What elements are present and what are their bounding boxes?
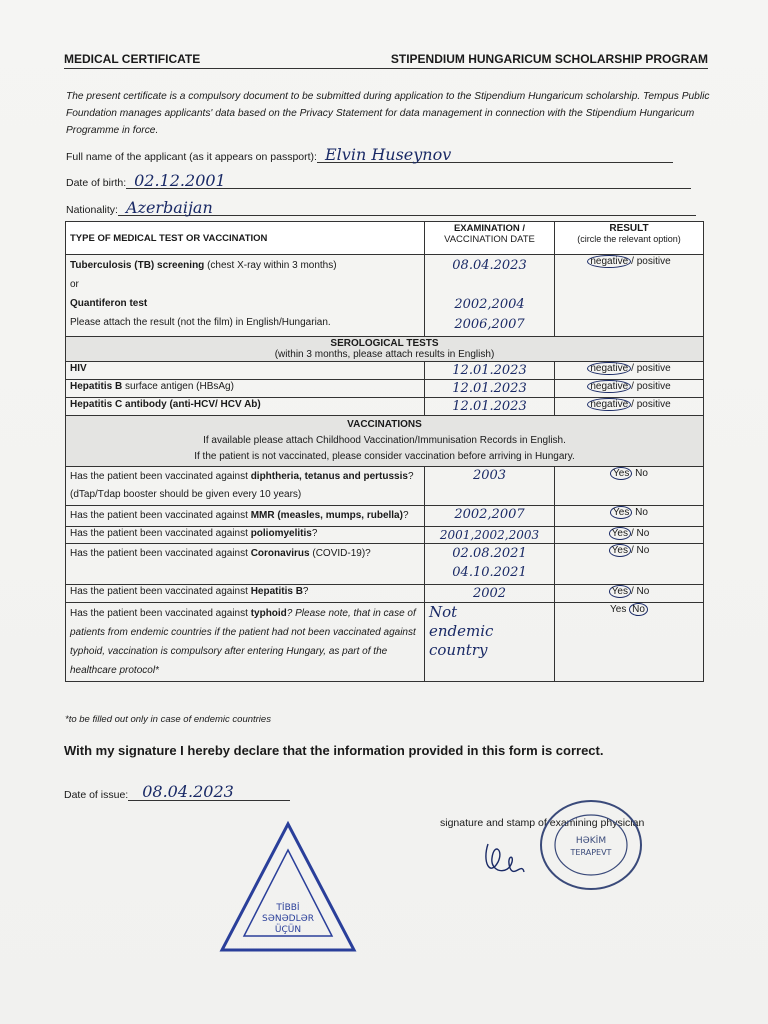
signature-scribble: [480, 832, 540, 882]
name-field: [66, 146, 673, 163]
issue-field: [64, 782, 290, 801]
serological-header: SEROLOGICAL TESTS (within 3 months, please attach results in English): [66, 337, 704, 362]
intro-text: The present certificate is a compulsory document to be submitted during application to the Stipendium Hungaricum scholarship. Tempus Public Foundation manages applicants' data based on the Privacy Statement for data management in connection with the Stipendium Hungaricum Programme in force.: [66, 91, 710, 136]
exam-header: EXAMINATION / VACCINATION DATE: [425, 222, 555, 255]
tb-date-cell: [425, 255, 555, 337]
tb-cell: Tuberculosis (TB) screening (chest X-ray within 3 months) or Quantiferon test Please attach the result (not the film) in English/Hungarian.: [66, 255, 425, 337]
qf-date-2: 2006,2007: [454, 317, 525, 332]
issue-label: Date of issue:: [64, 789, 129, 801]
tb-date: 08.04.2023: [452, 258, 527, 273]
clinic-stamp: [218, 820, 358, 955]
nationality-field: [66, 199, 696, 216]
table-row: HIV 12.01.2023 negative / positive: [66, 362, 704, 380]
table-row: Has the patient been vaccinated against poliomyelitis? 2001,2002,2003 Yes / No: [66, 527, 704, 544]
dob-field: [66, 172, 691, 189]
result-header: RESULT (circle the relevant option): [555, 222, 704, 255]
table-row: Hepatitis C antibody (anti-HCV/ HCV Ab) 12.01.2023 negative / positive: [66, 398, 704, 416]
svg-text:SƏNƏDLƏR: SƏNƏDLƏR: [262, 914, 314, 924]
nationality-label: Nationality:: [66, 204, 118, 216]
qf-date-1: 2002,2004: [454, 297, 525, 312]
table-row: Has the patient been vaccinated against diphtheria, tetanus and pertussis? (dTap/Tdap booster should be given every 10 years) 2003 Yes No: [66, 467, 704, 506]
table-row: Hepatitis B surface antigen (HBsAg) 12.01.2023 negative / positive: [66, 380, 704, 398]
signature-label: signature and stamp of examining physician: [440, 817, 645, 829]
table-row: Has the patient been vaccinated against MMR (measles, mumps, rubella)? 2002,2007 Yes No: [66, 506, 704, 527]
footnote: *to be filled out only in case of endemic countries: [65, 714, 271, 725]
nationality-value: Azerbaijan: [125, 198, 213, 217]
program-title: STIPENDIUM HUNGARICUM SCHOLARSHIP PROGRAM: [390, 52, 708, 66]
name-label: Full name of the applicant (as it appears on passport):: [66, 151, 317, 163]
header: [64, 52, 708, 69]
svg-text:HƏKİM: HƏKİM: [575, 836, 607, 846]
table-row: Has the patient been vaccinated against typhoid? Please note, that in case of patients from endemic countries if the patient had not been vaccinated against typhoid, vaccination is compulsory after entering Hungary, as part of the healthcare protocol* Not endemic country Yes No: [66, 603, 704, 682]
tb-result: negative / positive: [555, 255, 704, 337]
svg-text:TERAPEVT: TERAPEVT: [570, 848, 612, 857]
medical-table: [65, 221, 704, 682]
table-row: Has the patient been vaccinated against Hepatitis B? 2002 Yes / No: [66, 585, 704, 603]
svg-text:TİBBİ: TİBBİ: [276, 903, 300, 913]
table-row: Has the patient been vaccinated against Coronavirus (COVID-19)? 02.08.2021 04.10.2021 Yes / No: [66, 544, 704, 585]
declaration: With my signature I hereby declare that the information provided in this form is correct.: [64, 743, 604, 758]
type-header: TYPE OF MEDICAL TEST OR VACCINATION: [66, 222, 425, 255]
dob-value: 02.12.2001: [134, 171, 226, 190]
table-row: [66, 255, 704, 337]
name-value: Elvin Huseynov: [324, 145, 452, 164]
table-header-row: [66, 222, 704, 255]
dob-label: Date of birth:: [66, 177, 127, 189]
svg-text:ÜÇÜN: ÜÇÜN: [274, 925, 302, 935]
doc-title: MEDICAL CERTIFICATE: [64, 52, 201, 66]
issue-value: 08.04.2023: [142, 782, 234, 801]
physician-stamp: [536, 795, 646, 895]
vaccinations-header: VACCINATIONS If available please attach Childhood Vaccination/Immunisation Records in English. If the patient is not vaccinated, please consider vaccination before arriving in Hungary.: [66, 416, 704, 467]
